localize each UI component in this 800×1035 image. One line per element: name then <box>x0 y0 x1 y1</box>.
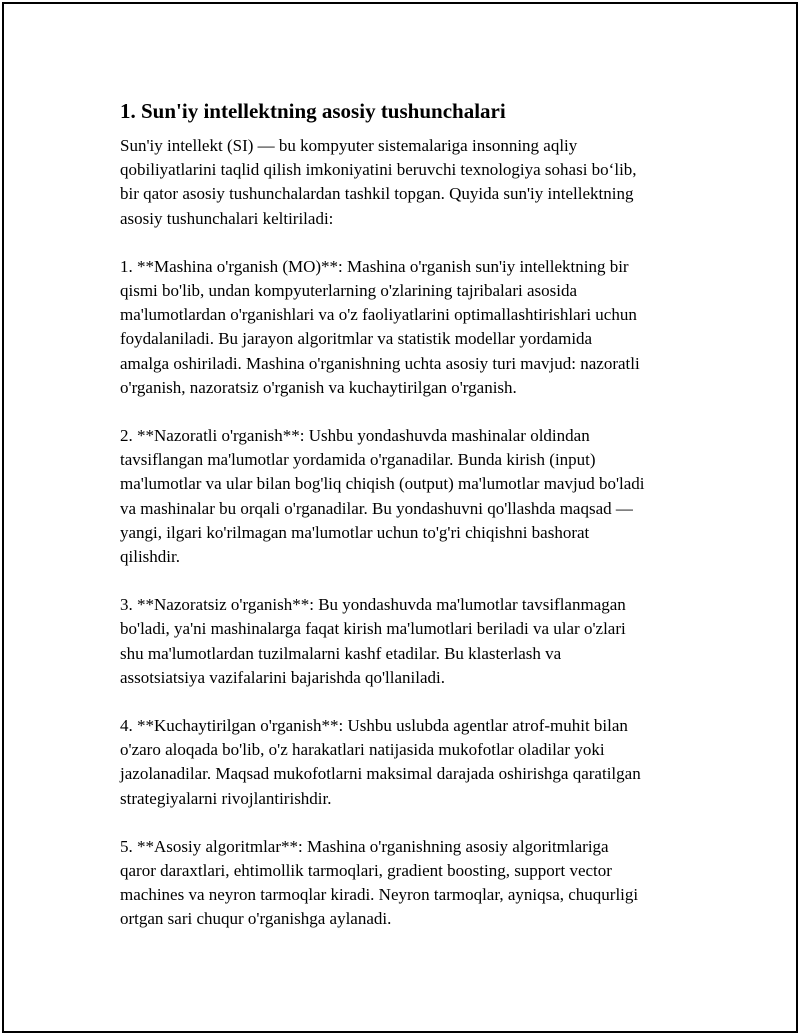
paragraph-machine-learning: 1. **Mashina o'rganish (MO)**: Mashina o'rganish sun'iy intellektning bir qismi bo'lib, undan kompyuterlarning o'zlarining tajribalari asosida ma'lumotlardan o'rganishlari va o'z faoliyatlarini optimallashtirishlari uchun foydalaniladi. Bu jarayon algoritmlar va statistik modellar yordamida amalga oshiriladi. Mashina o'rganishning uchta asosiy turi mavjud: nazoratli o'rganish, nazoratsiz o'rganish va kuchaytirilgan o'rganish. <box>120 256 640 397</box>
intro-paragraph: Sun'iy intellekt (SI) — bu kompyuter sistemalariga insonning aqliy qobiliyatlarini taqlid qilish imkoniyatini beruvchi texnologiya sohasi bo‘lib, bir qator asosiy tushunchalardan tashkil topgan. Quyida sun'iy intellektning asosiy tushunchalari keltiriladi: <box>120 136 637 228</box>
paragraph-unsupervised-learning: 3. **Nazoratsiz o'rganish**: Bu yondashuvda ma'lumotlar tavsiflanmagan bo'ladi, ya'ni mashinalarga faqat kirish ma'lumotlari beriladi va ular o'zlari shu ma'lumotlardan tuzilmalarni kashf etadilar. Bu klasterlash va assotsiatsiya vazifalarini bajarishda qo'llaniladi. <box>120 595 626 687</box>
paragraph-core-algorithms: 5. **Asosiy algoritmlar**: Mashina o'rganishning asosiy algoritmlariga qaror daraxtlari, ehtimollik tarmoqlari, gradient boosting, support vector machines va neyron tarmoqlar kiradi. Neyron tarmoqlar, ayniqsa, chuqurligi ortgan sari chuqur o'rganishga aylanadi. <box>120 836 639 929</box>
paragraph-supervised-learning: 2. **Nazoratli o'rganish**: Ushbu yondashuvda mashinalar oldindan tavsiflangan ma'lumotlar yordamida o'rganadilar. Bunda kirish (input) ma'lumotlar va ular bilan bog'liq chiqish (output) ma'lumotlar mavjud bo'ladi va mashinalar bu orqali o'rganadilar. Bu yondashuvni qo'llashda maqsad — yangi, ilgari ko'rilmagan ma'lumotlar uchun to'g'ri chiqishni bashorat qilishdir. <box>120 426 645 567</box>
document-body <box>120 98 700 956</box>
document-page <box>2 2 798 1033</box>
section-heading: 1. Sun'iy intellektning asosiy tushunchalari <box>120 99 506 123</box>
paragraph-reinforcement-learning: 4. **Kuchaytirilgan o'rganish**: Ushbu uslubda agentlar atrof-muhit bilan o'zaro aloqada bo'lib, o'z harakatlari natijasida mukofotlar oladilar yoki jazolanadilar. Maqsad mukofotlarni maksimal darajada oshirishga qaratilgan strategiyalarni rivojlantirishdir. <box>120 716 641 808</box>
